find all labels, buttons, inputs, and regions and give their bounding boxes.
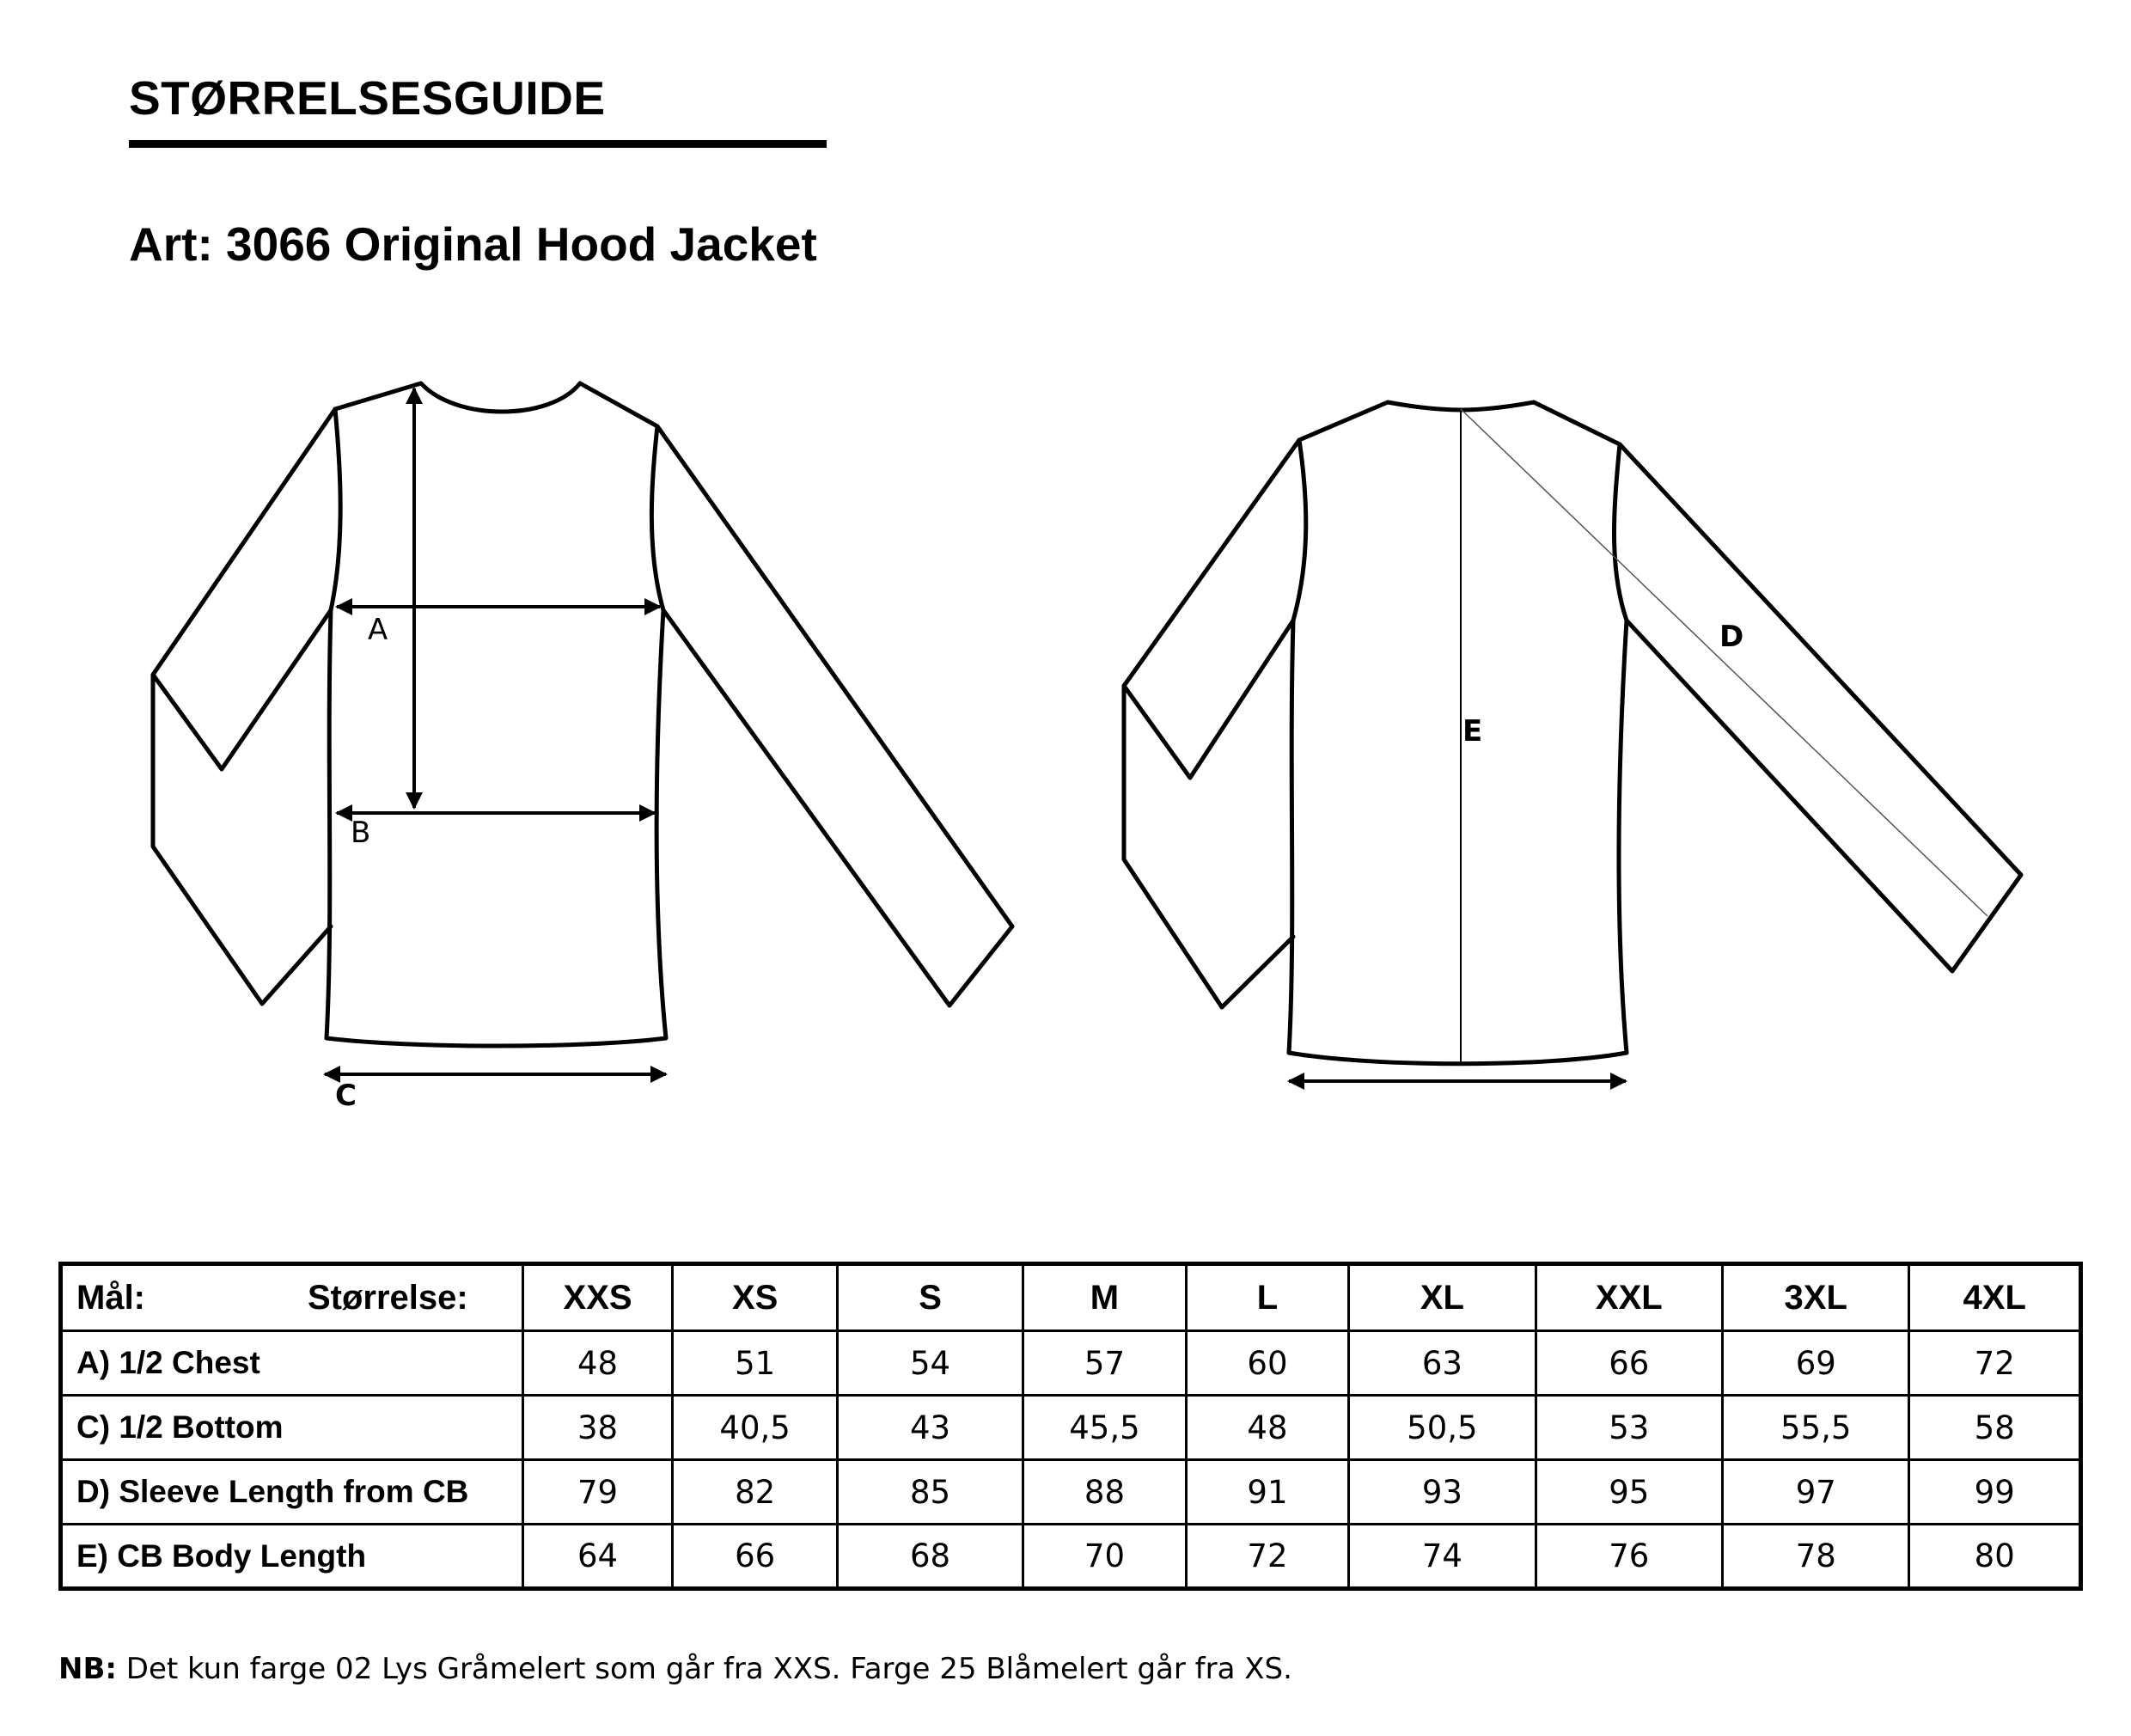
label-b: B bbox=[351, 816, 371, 850]
table-cell: 79 bbox=[522, 1460, 673, 1525]
table-cell: 80 bbox=[1909, 1525, 2081, 1589]
table-cell: 55,5 bbox=[1723, 1396, 1909, 1460]
table-cell: 78 bbox=[1723, 1525, 1909, 1589]
table-cell: 82 bbox=[673, 1460, 838, 1525]
size-header-cell: XS bbox=[673, 1264, 838, 1331]
back-measurement-lines bbox=[1289, 409, 1988, 1081]
page-title: STØRRELSESGUIDE bbox=[129, 71, 606, 125]
table-cell: 69 bbox=[1723, 1331, 1909, 1396]
footnote bbox=[58, 1652, 1292, 1686]
table-cell: 63 bbox=[1349, 1331, 1536, 1396]
measure-header: Mål: bbox=[76, 1278, 145, 1317]
table-cell: 64 bbox=[522, 1525, 673, 1589]
table-row bbox=[61, 1331, 2081, 1396]
table-cell: 38 bbox=[522, 1396, 673, 1460]
table-row bbox=[61, 1525, 2081, 1589]
row-label: E) CB Body Length bbox=[61, 1525, 523, 1589]
measure-d-line bbox=[1461, 409, 1988, 916]
size-header-cell: XXS bbox=[522, 1264, 673, 1331]
footnote-prefix: NB: bbox=[58, 1652, 117, 1686]
size-header-cell: 4XL bbox=[1909, 1264, 2081, 1331]
table-cell: 85 bbox=[837, 1460, 1023, 1525]
table-cell: 40,5 bbox=[673, 1396, 838, 1460]
table-cell: 76 bbox=[1536, 1525, 1722, 1589]
table-cell: 58 bbox=[1909, 1396, 2081, 1460]
size-header-cell: L bbox=[1186, 1264, 1348, 1331]
header-label-cell bbox=[61, 1264, 523, 1331]
label-e: E bbox=[1462, 714, 1483, 749]
table-cell: 51 bbox=[673, 1331, 838, 1396]
table-cell: 66 bbox=[673, 1525, 838, 1589]
table-cell: 95 bbox=[1536, 1460, 1722, 1525]
size-header-cell: 3XL bbox=[1723, 1264, 1909, 1331]
table-cell: 53 bbox=[1536, 1396, 1722, 1460]
size-header-cell: XXL bbox=[1536, 1264, 1722, 1331]
table-cell: 70 bbox=[1023, 1525, 1187, 1589]
table-row bbox=[61, 1396, 2081, 1460]
size-header: Størrelse: bbox=[307, 1278, 468, 1317]
size-chart-table bbox=[58, 1262, 2083, 1591]
table-cell: 45,5 bbox=[1023, 1396, 1187, 1460]
front-measurement-lines bbox=[325, 388, 666, 1074]
footnote-text: Det kun farge 02 Lys Gråmelert som går fra XXS. Farge 25 Blåmelert går fra XS. bbox=[116, 1652, 1292, 1686]
table-cell: 91 bbox=[1186, 1460, 1348, 1525]
row-label: A) 1/2 Chest bbox=[61, 1331, 523, 1396]
table-cell: 43 bbox=[837, 1396, 1023, 1460]
row-label: D) Sleeve Length from CB bbox=[61, 1460, 523, 1525]
size-header-cell: M bbox=[1023, 1264, 1187, 1331]
table-cell: 72 bbox=[1909, 1331, 2081, 1396]
table-cell: 48 bbox=[1186, 1396, 1348, 1460]
table-cell: 66 bbox=[1536, 1331, 1722, 1396]
table-cell: 54 bbox=[837, 1331, 1023, 1396]
size-header-cell: XL bbox=[1349, 1264, 1536, 1331]
table-cell: 99 bbox=[1909, 1460, 2081, 1525]
label-a: A bbox=[368, 613, 388, 647]
row-label: C) 1/2 Bottom bbox=[61, 1396, 523, 1460]
back-view-garment bbox=[1124, 402, 2021, 1064]
table-cell: 72 bbox=[1186, 1525, 1348, 1589]
table-cell: 97 bbox=[1723, 1460, 1909, 1525]
article-title: Art: 3066 Original Hood Jacket bbox=[129, 217, 817, 271]
table-cell: 50,5 bbox=[1349, 1396, 1536, 1460]
table-row bbox=[61, 1460, 2081, 1525]
table-cell: 88 bbox=[1023, 1460, 1187, 1525]
table-cell: 74 bbox=[1349, 1525, 1536, 1589]
front-view-garment bbox=[153, 383, 1012, 1046]
table-header-row bbox=[61, 1264, 2081, 1331]
table-cell: 57 bbox=[1023, 1331, 1187, 1396]
size-header-cell: S bbox=[837, 1264, 1023, 1331]
table-cell: 68 bbox=[837, 1525, 1023, 1589]
table-cell: 48 bbox=[522, 1331, 673, 1396]
label-c: C bbox=[335, 1079, 357, 1113]
label-d: D bbox=[1719, 620, 1744, 654]
table-cell: 93 bbox=[1349, 1460, 1536, 1525]
table-cell: 60 bbox=[1186, 1331, 1348, 1396]
